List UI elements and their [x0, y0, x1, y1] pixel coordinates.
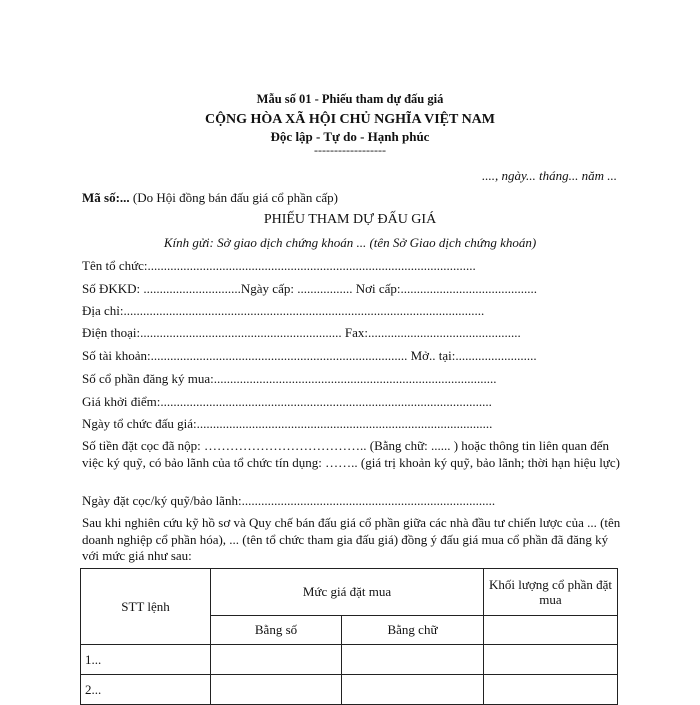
table-row: [81, 645, 618, 675]
country-name: CỘNG HÒA XÃ HỘI CHỦ NGHĨA VIỆT NAM: [204, 112, 495, 127]
subheader-number: Bằng số: [211, 616, 342, 645]
code-label: Mã số:...: [82, 190, 130, 205]
row-price-number[interactable]: [211, 675, 342, 705]
field-org-name: Tên tổ chức:.....................................................................................................: [82, 258, 476, 273]
date-line: ...., ngày... tháng... năm ...: [481, 168, 617, 183]
form-number: Mẫu số 01 - Phiếu tham dự đấu giá: [256, 92, 444, 106]
row-price-number[interactable]: [211, 645, 342, 675]
field-phone-fax: Điện thoại:.............................................................. Fax:...............................................: [82, 325, 521, 340]
header-stt: STT lệnh: [81, 569, 211, 645]
subheader-words: Bằng chữ: [342, 616, 484, 645]
field-start-price: Giá khởi điểm:......................................................................................................: [82, 394, 492, 409]
row-price-words[interactable]: [342, 645, 484, 675]
header-divider: ------------------: [314, 143, 386, 157]
field-deposit-date: Ngày đặt cọc/ký quỹ/bảo lãnh:..............................................................................: [82, 493, 496, 508]
field-shares: Số cổ phần đăng ký mua:.......................................................................................: [82, 371, 497, 386]
code-line: [82, 190, 338, 206]
table-row: [81, 675, 618, 705]
row-stt: 2...: [81, 675, 211, 705]
header-price: Mức giá đặt mua: [211, 569, 484, 616]
row-quantity[interactable]: [484, 645, 618, 675]
field-address: Địa chỉ:...............................................................................................................: [82, 303, 485, 318]
field-deposit: Số tiền đặt cọc đã nộp: ……………………………….. (Bằng chữ: ...... ) hoặc thông tin liên quan đến việc ký quỹ, có bảo lãnh của tổ chức tín dụng: …….. (giá trị khoản ký quỹ, bảo lãnh; thời hạn hiệu lực): [82, 438, 620, 470]
code-note: (Do Hội đồng bán đấu giá cổ phần cấp): [129, 190, 338, 205]
field-auction-date: Ngày tổ chức đấu giá:...........................................................................................: [82, 416, 493, 431]
subheader-empty: [484, 616, 618, 645]
row-price-words[interactable]: [342, 675, 484, 705]
form-title: PHIẾU THAM DỰ ĐẤU GIÁ: [263, 212, 437, 227]
commitment-paragraph: Sau khi nghiên cứu kỹ hồ sơ và Quy chế bán đấu giá cổ phần giữa các nhà đầu tư chiến lược của ... (tên doanh nghiệp cổ phần hóa), ... (tên tổ chức tham gia đấu giá) đồng ý đấu giá mua cổ phần đã đăng ký với mức giá như sau:: [82, 515, 621, 563]
field-account: Số tài khoản:............................................................................... Mở.. tại:.........................: [82, 348, 537, 363]
national-motto: Độc lập - Tự do - Hạnh phúc: [270, 129, 430, 144]
field-registration: Số ĐKKD: ..............................Ngày cấp: ................. Nơi cấp:..........................................: [82, 281, 537, 296]
row-stt: 1...: [81, 645, 211, 675]
row-quantity[interactable]: [484, 675, 618, 705]
bid-table: [80, 568, 618, 705]
header-quantity: Khối lượng cổ phần đặt mua: [484, 569, 618, 616]
addressee: Kính gửi: Sở giao dịch chứng khoán ... (tên Sở Giao dịch chứng khoán): [163, 235, 537, 250]
